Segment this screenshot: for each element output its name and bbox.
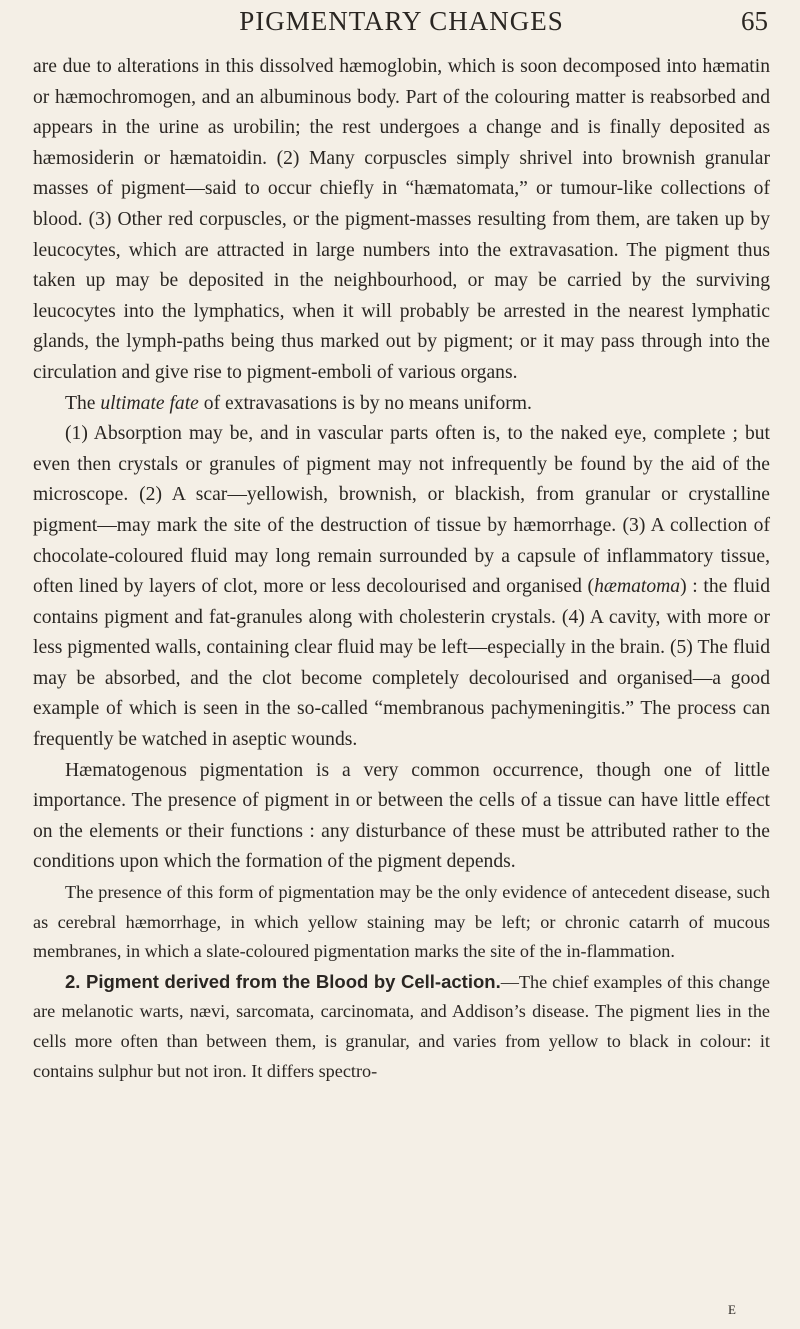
running-title: PIGMENTARY CHANGES [239,6,564,36]
signature-mark: E [728,1302,736,1317]
text-run: The [65,392,101,414]
paragraph-cell-action [33,967,770,1086]
paragraph-evidence: The presence of this form of pigmentation may be the only evidence of antecedent disease, such as cerebral hæmorrhage, in which yellow staining may be left; or chronic catarrh of mucous membranes, in which a slate-coloured pigmentation marks the site of the in-flammation. [33,882,770,962]
body-text [33,52,770,1086]
page-number: 65 [741,6,768,36]
italic-term: hæmatoma [594,576,681,598]
paragraph-absorption [33,419,770,756]
text-run: —The chief examples of this change are melanotic warts, nævi, sarcomata, carcinomata, and Addison’s disease. The pigment lies in the cells more often than between them, is granular, and varies from yellow to black in colour: it contains sulphur but not iron. It differs spectro- [33,971,770,1081]
paragraph-1: are due to alterations in this dissolved hæmoglobin, which is soon decomposed into hæmatin or hæmochromogen, and an albuminous body. Part of the colouring matter is reabsorbed and appears in the urine as urobilin; the rest undergoes a change and is finally deposited as hæmosiderin or hæmatoidin. (2) Many corpuscles simply shrivel into brownish granular masses of pigment—said to occur chiefly in “hæmatomata,” or tumour-like collections of blood. (3) Other red corpuscles, or the pigment-masses resulting from them, are taken up by leucocytes, which are attracted in large numbers into the extravasation. The pigment thus taken up may be deposited in the neighbourhood, or may be carried by the surviving leucocytes into the lymphatics, when it will probably be arrested in the nearest lymphatic glands, the lymph-paths being thus marked out by pigment; or it may pass through into the circulation and give rise to pigment-emboli of various organs. [33,56,770,383]
smaller-type-section [33,878,770,1086]
section-heading: 2. Pigment derived from the Blood by Cell-action. [65,970,501,992]
text-run: ) : the fluid contains pigment and fat-granules along with cholesterin crystals. (4) A cavity, with more or less pigmented walls, containing clear fluid may be left—especially in the brain. (5) The fluid may be absorbed, and the clot become completely decolourised and organised—a good example of which is seen in the so-called “membranous pachymeningitis.” The process can frequently be watched in aseptic wounds. [33,576,771,751]
paragraph-haematogenous: Hæmatogenous pigmentation is a very common occurrence, though one of little importance. The presence of pigment in or between the cells of a tissue can have little effect on the elements or their functions : any disturbance of these must be attributed rather to the conditions upon which the formation of the pigment depends. [33,759,770,873]
page-header [33,0,770,52]
text-run: (1) Absorption may be, and in vascular parts often is, to the naked eye, complete ; but even then crystals or granules of pigment may not infrequently be found by the aid of the microscope. (2) A scar—yellowish, brownish, or blackish, from granular or crystalline pigment—may mark the site of the destruction of tissue by hæmorrhage. (3) A collection of chocolate-coloured fluid may long remain surrounded by a capsule of inflammatory tissue, often lined by layers of clot, more or less decolourised and organised ( [33,423,770,598]
italic-term: ultimate fate [100,392,199,414]
text-run: of extravasations is by no means uniform. [198,392,532,414]
paragraph-ultimate-fate [33,389,770,420]
